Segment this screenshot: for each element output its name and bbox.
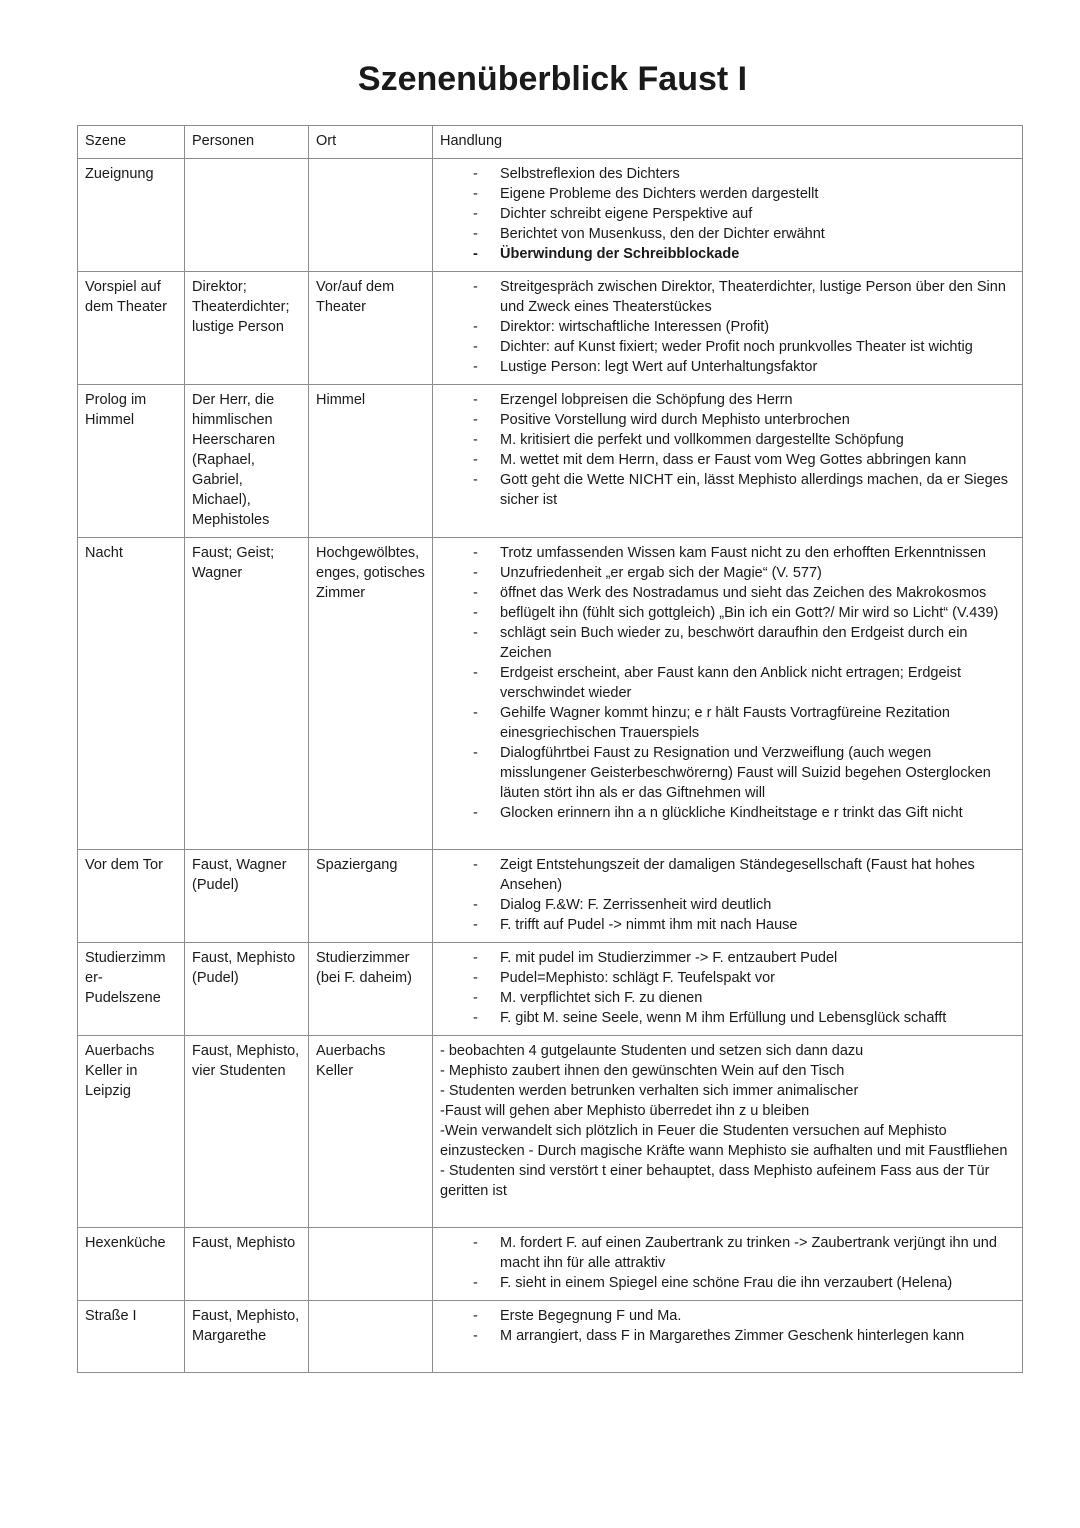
action-cell bbox=[433, 1036, 1023, 1228]
header-place: Ort bbox=[309, 126, 433, 159]
place-cell bbox=[309, 1301, 433, 1373]
action-item: - Glocken erinnern ihn a n glückliche Kindheitstage e r trinkt das Gift nicht bbox=[500, 803, 1015, 823]
action-item: -Wein verwandelt sich plötzlich in Feuer die Studenten versuchen auf Mephisto einzustecken - Durch magische Kräfte wann Mephisto sie aufhalten und mit Faustfliehen bbox=[440, 1123, 1008, 1159]
action-item: - Überwindung der Schreibblockade bbox=[500, 244, 1015, 264]
action-cell bbox=[433, 385, 1023, 538]
action-list bbox=[440, 164, 1015, 264]
header-persons: Personen bbox=[185, 126, 309, 159]
persons-cell: Faust, Mephisto, vier Studenten bbox=[185, 1036, 309, 1228]
scene-cell: Vorspiel auf dem Theater bbox=[78, 272, 185, 385]
table-row bbox=[78, 943, 1023, 1036]
scene-cell: Vor dem Tor bbox=[78, 850, 185, 943]
place-cell bbox=[309, 159, 433, 272]
action-cell bbox=[433, 850, 1023, 943]
action-item: - Dialogführtbei Faust zu Resignation und Verzweiflung (auch wegen misslungener Geisterbeschwörerng) Faust will Suizid begehen Osterglocken läuten stört ihn als er das Giftnehmen will bbox=[500, 743, 1015, 803]
scene-cell: Hexenküche bbox=[78, 1228, 185, 1301]
place-cell: Vor/auf dem Theater bbox=[309, 272, 433, 385]
action-item: - Zeigt Entstehungszeit der damaligen Ständegesellschaft (Faust hat hohes Ansehen) bbox=[500, 855, 1015, 895]
action-item: - M. kritisiert die perfekt und vollkommen dargestellte Schöpfung bbox=[500, 430, 1015, 450]
scene-cell: Zueignung bbox=[78, 159, 185, 272]
action-item: - Gott geht die Wette NICHT ein, lässt Mephisto allerdings machen, da er Sieges sicher ist bbox=[500, 470, 1015, 510]
action-item: - M arrangiert, dass F in Margarethes Zimmer Geschenk hinterlegen kann bbox=[500, 1326, 1015, 1346]
action-item: - schlägt sein Buch wieder zu, beschwört daraufhin den Erdgeist durch ein Zeichen bbox=[500, 623, 1015, 663]
place-cell: Spaziergang bbox=[309, 850, 433, 943]
action-item: - F. sieht in einem Spiegel eine schöne Frau die ihn verzaubert (Helena) bbox=[500, 1273, 1015, 1293]
action-item: -Faust will gehen aber Mephisto überredet ihn z u bleiben bbox=[440, 1103, 810, 1119]
action-item: - Studenten sind verstört t einer behauptet, dass Mephisto aufeinem Fass aus der Tür geritten ist bbox=[440, 1163, 990, 1199]
scene-cell: Prolog im Himmel bbox=[78, 385, 185, 538]
action-item: - Selbstreflexion des Dichters bbox=[500, 164, 1015, 184]
action-item: - Unzufriedenheit „er ergab sich der Magie“ (V. 577) bbox=[500, 563, 1015, 583]
page-title: Szenenüberblick Faust I bbox=[357, 60, 748, 98]
table-row bbox=[78, 272, 1023, 385]
scene-cell: Studierzimm er- Pudelszene bbox=[78, 943, 185, 1036]
place-cell: Himmel bbox=[309, 385, 433, 538]
action-cell bbox=[433, 1228, 1023, 1301]
action-cell bbox=[433, 1301, 1023, 1373]
action-item: - F. mit pudel im Studierzimmer -> F. entzaubert Pudel bbox=[500, 948, 1015, 968]
persons-cell: Faust; Geist; Wagner bbox=[185, 538, 309, 850]
action-item: - Dichter schreibt eigene Perspektive auf bbox=[500, 204, 1015, 224]
place-cell bbox=[309, 1228, 433, 1301]
action-list bbox=[440, 1306, 1015, 1346]
action-item: - M. verpflichtet sich F. zu dienen bbox=[500, 988, 1015, 1008]
action-cell bbox=[433, 159, 1023, 272]
place-cell: Hochgewölbtes, enges, gotisches Zimmer bbox=[309, 538, 433, 850]
action-list bbox=[440, 948, 1015, 1028]
action-item: - Trotz umfassenden Wissen kam Faust nicht zu den erhofften Erkenntnissen bbox=[500, 543, 1015, 563]
table-row bbox=[78, 385, 1023, 538]
action-list bbox=[440, 543, 1015, 823]
action-list bbox=[440, 390, 1015, 510]
table-body bbox=[78, 126, 1023, 1373]
action-item: - Berichtet von Musenkuss, den der Dichter erwähnt bbox=[500, 224, 1015, 244]
scene-cell: Straße I bbox=[78, 1301, 185, 1373]
action-list bbox=[440, 277, 1015, 377]
persons-cell: Faust, Mephisto (Pudel) bbox=[185, 943, 309, 1036]
action-item: - Eigene Probleme des Dichters werden dargestellt bbox=[500, 184, 1015, 204]
action-item: - Direktor: wirtschaftliche Interessen (Profit) bbox=[500, 317, 1015, 337]
header-action: Handlung bbox=[433, 126, 1023, 159]
action-item: - Dichter: auf Kunst fixiert; weder Profit noch prunkvolles Theater ist wichtig bbox=[500, 337, 1015, 357]
action-item: - beflügelt ihn (fühlt sich gottgleich) „Bin ich ein Gott?/ Mir wird so Licht“ (V.439) bbox=[500, 603, 1015, 623]
action-item: - beobachten 4 gutgelaunte Studenten und setzen sich dann dazu bbox=[440, 1043, 864, 1059]
table-row bbox=[78, 1228, 1023, 1301]
action-item: - Dialog F.&W: F. Zerrissenheit wird deutlich bbox=[500, 895, 1015, 915]
scene-cell: Nacht bbox=[78, 538, 185, 850]
scene-overview-table bbox=[77, 125, 1023, 1373]
persons-cell: Direktor; Theaterdichter; lustige Person bbox=[185, 272, 309, 385]
persons-cell: Faust, Wagner (Pudel) bbox=[185, 850, 309, 943]
place-cell: Studierzimmer (bei F. daheim) bbox=[309, 943, 433, 1036]
action-item: - F. trifft auf Pudel -> nimmt ihm mit nach Hause bbox=[500, 915, 1015, 935]
place-cell: Auerbachs Keller bbox=[309, 1036, 433, 1228]
action-list bbox=[440, 855, 1015, 935]
action-item: - M. wettet mit dem Herrn, dass er Faust vom Weg Gottes abbringen kann bbox=[500, 450, 1015, 470]
persons-cell: Der Herr, die himmlischen Heerscharen (Raphael, Gabriel, Michael), Mephistoles bbox=[185, 385, 309, 538]
scene-cell: Auerbachs Keller in Leipzig bbox=[78, 1036, 185, 1228]
table-row bbox=[78, 159, 1023, 272]
action-item: - Pudel=Mephisto: schlägt F. Teufelspakt vor bbox=[500, 968, 1015, 988]
action-cell bbox=[433, 943, 1023, 1036]
action-cell bbox=[433, 272, 1023, 385]
action-item: - Positive Vorstellung wird durch Mephisto unterbrochen bbox=[500, 410, 1015, 430]
action-item: - Studenten werden betrunken verhalten sich immer animalischer bbox=[440, 1083, 859, 1099]
table-row bbox=[78, 1036, 1023, 1228]
table-row bbox=[78, 1301, 1023, 1373]
action-item: - Streitgespräch zwischen Direktor, Theaterdichter, lustige Person über den Sinn und Zweck eines Theaterstückes bbox=[500, 277, 1015, 317]
action-item: - Gehilfe Wagner kommt hinzu; e r hält Fausts Vortragfüreine Rezitation einesgriechischen Trauerspiels bbox=[500, 703, 1015, 743]
action-item: - Erdgeist erscheint, aber Faust kann den Anblick nicht ertragen; Erdgeist verschwindet wieder bbox=[500, 663, 1015, 703]
persons-cell bbox=[185, 159, 309, 272]
header-row bbox=[78, 126, 1023, 159]
action-item: - öffnet das Werk des Nostradamus und sieht das Zeichen des Makrokosmos bbox=[500, 583, 1015, 603]
action-item: - Mephisto zaubert ihnen den gewünschten Wein auf den Tisch bbox=[440, 1063, 845, 1079]
header-scene: Szene bbox=[78, 126, 185, 159]
action-item: - Erzengel lobpreisen die Schöpfung des Herrn bbox=[500, 390, 1015, 410]
table-row bbox=[78, 538, 1023, 850]
table-row bbox=[78, 850, 1023, 943]
action-cell bbox=[433, 538, 1023, 850]
action-item: - F. gibt M. seine Seele, wenn M ihm Erfüllung und Lebensglück schafft bbox=[500, 1008, 1015, 1028]
action-item: - Erste Begegnung F und Ma. bbox=[500, 1306, 1015, 1326]
persons-cell: Faust, Mephisto bbox=[185, 1228, 309, 1301]
action-item: - M. fordert F. auf einen Zaubertrank zu trinken -> Zaubertrank verjüngt ihn und macht ihn für alle attraktiv bbox=[500, 1233, 1015, 1273]
persons-cell: Faust, Mephisto, Margarethe bbox=[185, 1301, 309, 1373]
action-item: - Lustige Person: legt Wert auf Unterhaltungsfaktor bbox=[500, 357, 1015, 377]
action-list bbox=[440, 1041, 1015, 1201]
action-list bbox=[440, 1233, 1015, 1293]
